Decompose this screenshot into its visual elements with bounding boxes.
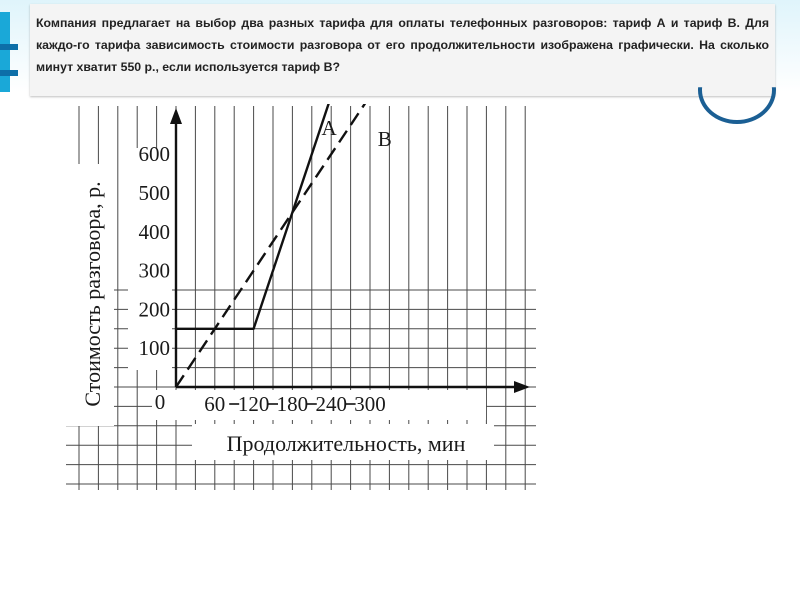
problem-box — [30, 4, 775, 96]
x-axis-title: Продолжительность, мин — [226, 431, 466, 456]
slide-accent-dash — [0, 70, 18, 76]
series-label-b: В — [377, 127, 392, 151]
x-tick-label: 60 — [204, 392, 226, 416]
y-tick-label: 200 — [138, 297, 170, 322]
x-axis-arrow-icon — [514, 381, 530, 393]
y-tick-label: 100 — [138, 336, 170, 361]
y-tick-label: 300 — [138, 258, 170, 283]
x-tick-label: 240 — [315, 392, 347, 416]
y-tick-label: 500 — [138, 181, 170, 205]
chart-axes — [170, 108, 530, 393]
origin-label: 0 — [154, 390, 166, 414]
x-tick-label: 180 — [276, 392, 309, 416]
x-tick-label: 300 — [354, 392, 386, 416]
tariff-chart — [64, 104, 538, 492]
x-tick-label: 120 — [237, 392, 270, 416]
chart-figure — [64, 104, 538, 492]
slide-accent-dash — [0, 44, 18, 50]
series-label-a: А — [321, 116, 337, 140]
slide-accent-bar — [0, 12, 10, 92]
y-axis-arrow-icon — [170, 108, 182, 124]
y-tick-label: 600 — [138, 142, 170, 167]
y-axis-title: Стоимость разговора, р. — [80, 181, 105, 407]
problem-text: Компания предлагает на выбор два разных тарифа для оплаты телефонных разговоров: тариф А и тариф В. Для каждо-го тарифа зависимость стоимости разговора от его продолжительности изображена графически. На сколько минут хватит 550 р., если используется тариф В? — [36, 16, 769, 74]
y-tick-label: 400 — [138, 219, 170, 244]
